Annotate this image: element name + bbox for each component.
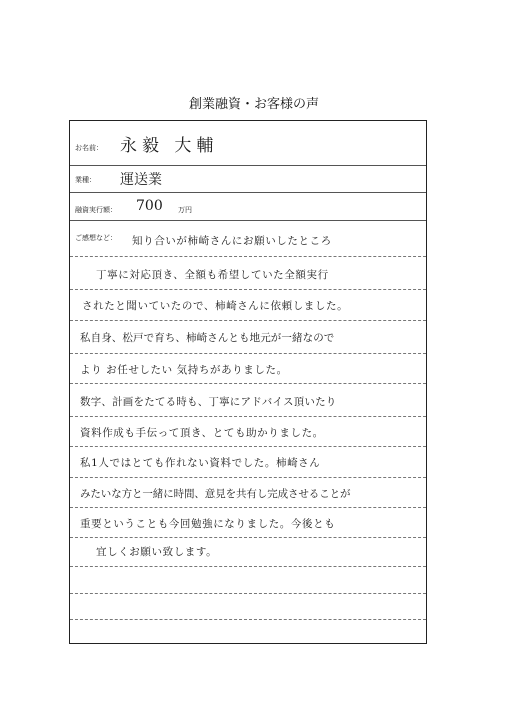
amount-unit: 万円 <box>178 206 192 214</box>
comment-line-9: みたいな方と一緒に時間、意見を共有し完成させることが <box>80 488 351 500</box>
ruled-line <box>70 290 426 321</box>
ruled-line <box>70 478 426 508</box>
ruled-line <box>70 594 426 620</box>
name-label: お名前： <box>75 144 103 152</box>
comment-line-8: 私1人ではとても作れない資料でした。柿崎さん <box>80 457 321 469</box>
ruled-line <box>70 447 426 478</box>
ruled-line <box>70 417 426 447</box>
ruled-line <box>70 257 426 290</box>
comment-line-7: 資料作成も手伝って頂き、とても助かりました。 <box>80 427 324 439</box>
ruled-line <box>70 221 426 257</box>
name-row <box>70 121 426 166</box>
ruled-line <box>70 321 426 354</box>
testimonial-form <box>69 120 427 644</box>
industry-label: 業種： <box>75 176 96 184</box>
ruled-line <box>70 538 426 567</box>
comments-label: ご感想など： <box>75 234 117 242</box>
ruled-line <box>70 354 426 384</box>
amount-row <box>70 193 426 221</box>
comment-line-1: 知り合いが柿崎さんにお願いしたところ <box>132 235 332 247</box>
comment-line-4: 私自身、松戸で育ち、柿崎さんとも地元が一緒なので <box>80 332 335 344</box>
industry-value: 運送業 <box>120 172 162 188</box>
name-value: 永毅 大輔 <box>120 136 219 156</box>
industry-row <box>70 166 426 193</box>
amount-label: 融資実行額： <box>75 206 117 214</box>
ruled-line <box>70 384 426 417</box>
comment-line-3: されたと聞いていたので、柿崎さんに依頼しました。 <box>82 300 349 312</box>
comment-line-2: 丁寧に対応頂き、全額も希望していた全額実行 <box>96 269 329 281</box>
ruled-line <box>70 567 426 594</box>
comment-line-5: より お任せしたい 気持ちがありました。 <box>80 364 288 376</box>
ruled-line <box>70 508 426 538</box>
comment-line-10: 重要ということも今回勉強になりました。今後とも <box>80 518 336 530</box>
comment-line-11: 宜しくお願い致します。 <box>96 546 218 558</box>
amount-value: 700 <box>136 198 163 214</box>
comment-line-6: 数字、計画をたてる時も、丁寧にアドバイス頂いたり <box>80 396 337 408</box>
page-title: 創業融資・お客様の声 <box>188 97 319 112</box>
